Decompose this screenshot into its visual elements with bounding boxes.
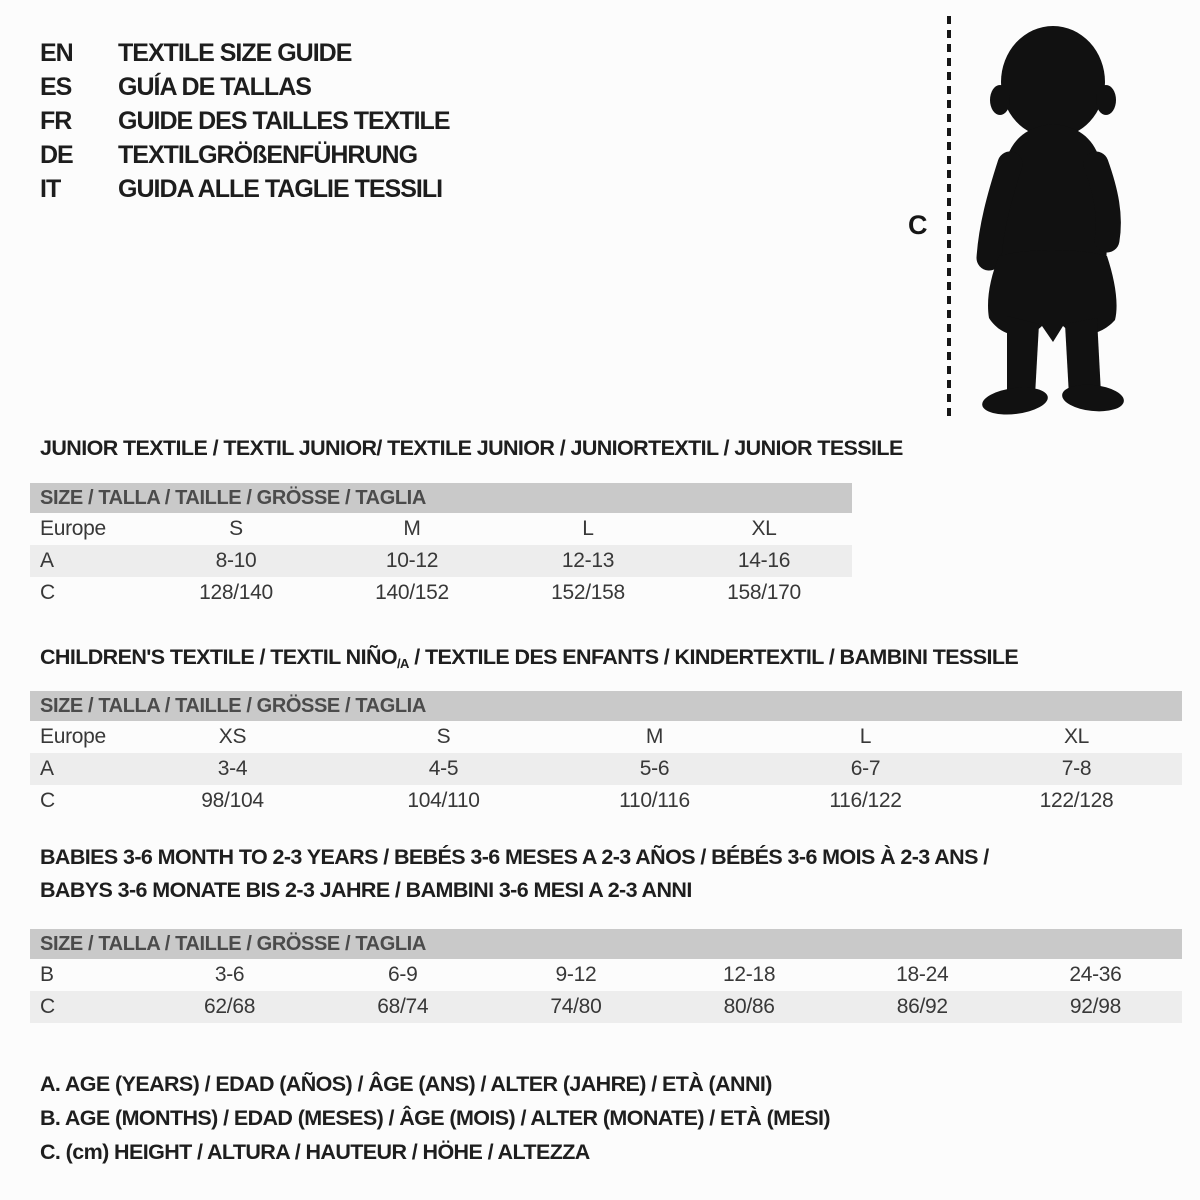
cell-value: 152/158 (551, 581, 625, 604)
measure-label-c: C (908, 210, 928, 240)
guide-title: TEXTILGRÖßENFÜHRUNG (118, 140, 418, 169)
col-header-m: M (645, 725, 664, 748)
cell-value: 86/92 (896, 995, 948, 1018)
section-title-children-sub: /A (397, 656, 409, 671)
cell-value: 5-6 (639, 757, 670, 780)
row-label: C (40, 581, 55, 604)
children-size-table (30, 721, 1182, 817)
section-title-children-pre: CHILDREN'S TEXTILE / TEXTIL NIÑO (40, 645, 398, 669)
cell-value: 68/74 (377, 995, 429, 1018)
cell-value: 104/110 (407, 789, 480, 812)
cell-value: 4-5 (428, 757, 459, 780)
section-title-junior: JUNIOR TEXTILE / TEXTIL JUNIOR/ TEXTILE JUNIOR / JUNIORTEXTIL / JUNIOR TESSILE (40, 436, 903, 460)
table-row-height (30, 577, 852, 609)
table-header-row (30, 513, 852, 545)
table-row-age-months (30, 959, 1182, 991)
row-label: B (40, 963, 54, 986)
col-header-xl: XL (751, 517, 777, 540)
section-title-children-post: / TEXTILE DES ENFANTS / KINDERTEXTIL / BAMBINI TESSILE (408, 645, 1019, 669)
language-code: ES (40, 72, 72, 101)
language-code: EN (40, 38, 73, 67)
section-title-children (40, 645, 1018, 670)
row-label: C (40, 789, 55, 812)
size-header-label: SIZE / TALLA / TAILLE / GRÖSSE / TAGLIA (40, 694, 426, 717)
cell-value: 9-12 (555, 963, 597, 986)
cell-value: 80/86 (723, 995, 775, 1018)
language-row-fr (40, 104, 450, 138)
cell-value: 158/170 (727, 581, 801, 604)
col-header-l: L (859, 725, 872, 748)
row-label: A (40, 757, 54, 780)
row-label: A (40, 549, 54, 572)
size-header-label: SIZE / TALLA / TAILLE / GRÖSSE / TAGLIA (40, 932, 426, 955)
section-title-babies-line2: BABYS 3-6 MONATE BIS 2-3 JAHRE / BAMBINI 3-6 MESI A 2-3 ANNI (40, 878, 692, 902)
cell-value: 3-4 (217, 757, 248, 780)
cell-value: 128/140 (199, 581, 273, 604)
cell-value: 12-18 (722, 963, 776, 986)
col-header-s: S (229, 517, 243, 540)
size-header-bar (30, 691, 1182, 721)
row-label: C (40, 995, 55, 1018)
language-row-es (40, 70, 450, 104)
language-row-en (40, 36, 450, 70)
cell-value: 122/128 (1039, 789, 1114, 812)
table-row-height (30, 785, 1182, 817)
language-code: DE (40, 140, 73, 169)
cell-value: 24-36 (1069, 963, 1122, 986)
guide-title: GUIDE DES TAILLES TEXTILE (118, 106, 450, 135)
col-header-europe: Europe (40, 517, 106, 540)
cell-value: 10-12 (385, 549, 439, 572)
guide-title: GUIDA ALLE TAGLIE TESSILI (118, 174, 443, 203)
cell-value: 6-7 (850, 757, 881, 780)
col-header-xs: XS (218, 725, 247, 748)
height-measure-dashed-line (947, 16, 951, 416)
language-code: FR (40, 106, 72, 135)
language-row-de (40, 138, 450, 172)
cell-value: 98/104 (201, 789, 264, 812)
cell-value: 14-16 (737, 549, 791, 572)
col-header-s: S (436, 725, 451, 748)
col-header-l: L (582, 517, 594, 540)
cell-value: 62/68 (204, 995, 256, 1018)
table-row-age (30, 545, 852, 577)
cell-value: 18-24 (896, 963, 949, 986)
size-header-bar (30, 483, 852, 513)
guide-title: TEXTILE SIZE GUIDE (118, 38, 352, 67)
cell-value: 6-9 (388, 963, 418, 986)
col-header-europe: Europe (40, 725, 106, 748)
cell-value: 12-13 (561, 549, 615, 572)
footnote-c: C. (cm) HEIGHT / ALTURA / HAUTEUR / HÖHE / ALTEZZA (40, 1140, 590, 1164)
babies-size-table (30, 959, 1182, 1023)
size-header-label: SIZE / TALLA / TAILLE / GRÖSSE / TAGLIA (40, 486, 426, 509)
cell-value: 110/116 (619, 789, 690, 812)
cell-value: 3-6 (214, 963, 245, 986)
junior-size-table (30, 513, 852, 609)
table-row-height (30, 991, 1182, 1023)
footnote-a: A. AGE (YEARS) / EDAD (AÑOS) / ÂGE (ANS) / ALTER (JAHRE) / ETÀ (ANNI) (40, 1072, 772, 1096)
language-row-it (40, 172, 450, 206)
cell-value: 8-10 (215, 549, 257, 572)
section-title-babies-line1: BABIES 3-6 MONTH TO 2-3 YEARS / BEBÉS 3-6 MESES A 2-3 AÑOS / BÉBÉS 3-6 MOIS À 2-3 ANS / (40, 845, 989, 869)
table-header-row (30, 721, 1182, 753)
col-header-xl: XL (1063, 725, 1090, 748)
footnote-b: B. AGE (MONTHS) / EDAD (MESES) / ÂGE (MOIS) / ALTER (MONATE) / ETÀ (MESI) (40, 1106, 830, 1130)
table-row-age (30, 753, 1182, 785)
cell-value: 140/152 (375, 581, 449, 604)
language-code: IT (40, 174, 61, 203)
size-header-bar (30, 929, 1182, 959)
baby-silhouette-icon (955, 12, 1150, 422)
guide-title: GUÍA DE TALLAS (118, 72, 311, 101)
cell-value: 74/80 (550, 995, 602, 1018)
cell-value: 116/122 (829, 789, 902, 812)
cell-value: 7-8 (1061, 757, 1092, 780)
col-header-m: M (403, 517, 421, 540)
language-title-list (40, 36, 450, 206)
cell-value: 92/98 (1069, 995, 1121, 1018)
